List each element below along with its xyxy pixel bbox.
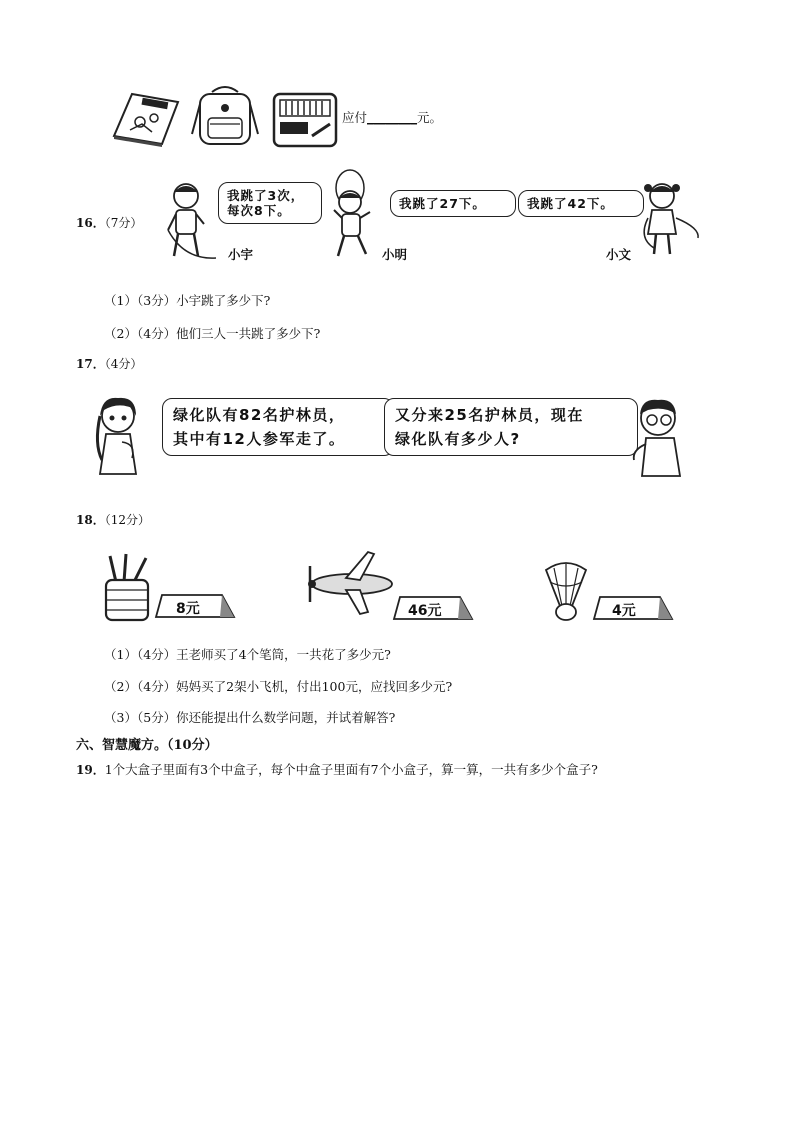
question-points: （12分） [104,513,150,527]
question-19-text: 1个大盒子里面有3个中盒子，每个中盒子里面有7个小盒子，算一算，一共有多少个盒子? [104,762,598,777]
question-16-header [76,214,142,231]
speech-line: 绿化队有多少人? [395,430,521,448]
speech-line: 我跳了42下。 [527,196,614,211]
name-xiaoming: 小明 [382,247,408,262]
speech-line: 又分来25名护林员，现在 [395,406,584,424]
pen-holder-illustration [102,554,152,622]
question-19 [76,760,776,778]
question-18-sub-3: （3）（5分）你还能提出什么数学问题，并试着解答? [104,710,396,725]
question-points: （4分） [104,357,143,371]
speech-line: 我跳了3次， [227,188,305,203]
xiaowen-figure [634,178,702,260]
question-17-header [76,355,142,372]
question-16-sub-1: （1）（3分）小宇跳了多少下? [104,293,271,308]
question-number: 16． [76,216,105,230]
question-number: 17． [76,357,105,371]
section-6-title: 六、智慧魔方。（10分） [76,738,218,753]
answer-blank[interactable]: ________ [367,110,418,125]
unit-label: 元。 [417,110,443,125]
question-18-sub-2: （2）（4分）妈妈买了2架小飞机，付出100元，应找回多少元? [104,679,453,694]
xiaoyu-speech-bubble [218,182,322,224]
question-number: 19． [76,763,105,777]
xiaoming-speech-bubble [390,190,516,217]
speech-line: 绿化队有82名护林员， [173,406,346,424]
question-number: 18． [76,513,105,527]
pencil-box-illustration [272,92,338,148]
question-16-sub-2: （2）（4分）他们三人一共跳了多少下? [104,326,321,341]
backpack-illustration [190,84,260,148]
pay-label: 应付 [342,110,368,125]
boy-figure [624,394,690,480]
xiaoyu-figure [164,180,219,262]
question-points: （7分） [104,216,143,230]
speech-line: 我跳了27下。 [399,196,486,211]
xiaoming-figure [322,168,384,262]
xiaowen-speech-bubble [518,190,644,217]
payment-answer-line [342,108,442,126]
book-illustration [112,92,182,147]
shuttlecock-illustration [542,560,590,624]
girl-speech-bubble [162,398,394,456]
question-18-header [76,511,150,528]
question-18-sub-1: （1）（4分）王老师买了4个笔筒，一共花了多少元? [104,647,391,662]
airplane-illustration [302,550,398,618]
girl-figure [92,394,146,480]
speech-line: 其中有12人参军走了。 [173,430,346,448]
name-xiaowen: 小文 [606,247,632,262]
price-shuttlecock: 4元 [612,603,636,619]
speech-line: 每次8下。 [227,203,291,218]
price-airplane: 46元 [408,603,442,619]
name-xiaoyu: 小宇 [228,247,254,262]
price-pen-holder: 8元 [176,601,200,617]
boy-speech-bubble [384,398,638,456]
